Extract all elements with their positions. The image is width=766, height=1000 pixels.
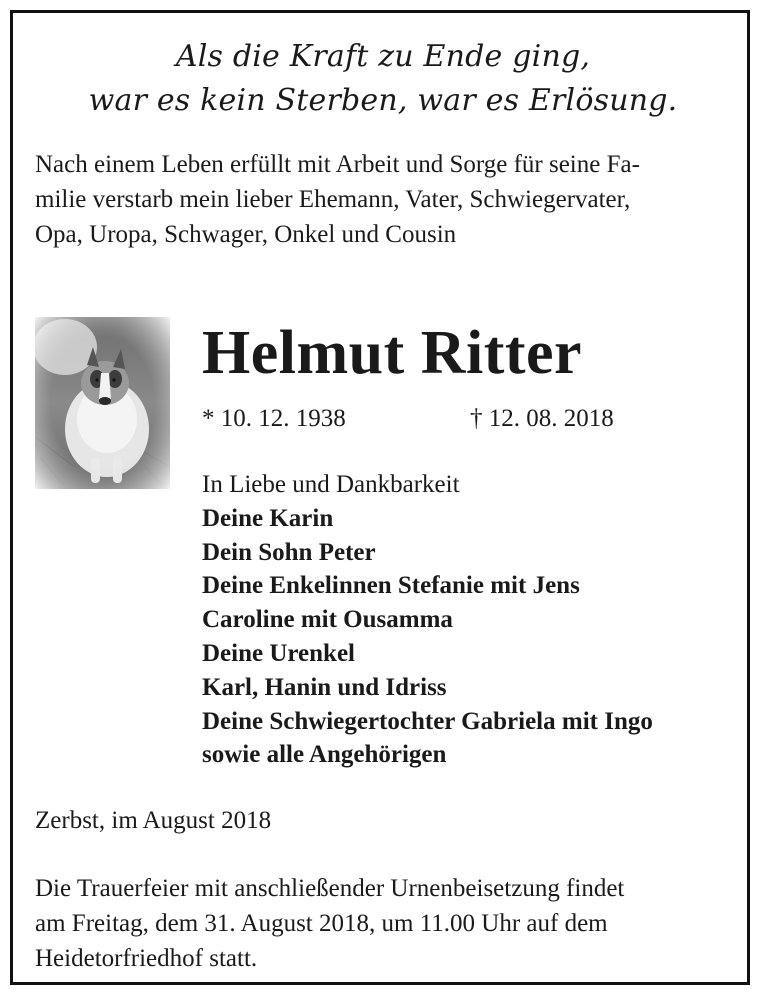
intro-line: Nach einem Leben erfüllt mit Arbeit und Sorge für seine Fa- <box>35 151 640 178</box>
mourners-list <box>202 468 653 772</box>
birth-date: * 10. 12. 1938 <box>202 405 346 432</box>
deceased-name: Helmut Ritter <box>202 319 583 387</box>
mourner-line: Deine Urenkel <box>202 639 355 667</box>
intro-line: milie verstarb mein lieber Ehemann, Vater, Schwiegervater, <box>35 186 631 213</box>
intro-text <box>35 147 735 252</box>
obituary-notice <box>10 10 750 985</box>
mourner-line: Deine Schwiegertochter Gabriela mit Ingo <box>202 707 653 735</box>
motto-quote <box>13 35 753 123</box>
mourner-line: Deine Karin <box>202 504 334 532</box>
mourner-line: Dein Sohn Peter <box>202 538 376 566</box>
death-date: † 12. 08. 2018 <box>470 405 614 432</box>
place-and-date: Zerbst, im August 2018 <box>35 807 272 834</box>
mourner-line: Caroline mit Ousamma <box>202 606 453 634</box>
funeral-line: Heidetorfriedhof statt. <box>35 945 258 972</box>
funeral-line: Die Trauerfeier mit anschließender Urnenbeisetzung findet <box>35 875 625 902</box>
mourner-line: Deine Enkelinnen Stefanie mit Jens <box>202 572 580 600</box>
motto-line-2: war es kein Sterben, war es Erlösung. <box>88 83 678 118</box>
funeral-line: am Freitag, dem 31. August 2018, um 11.00 Uhr auf dem <box>35 910 608 937</box>
mourners-lead: In Liebe und Dankbarkeit <box>202 471 460 498</box>
mourner-line: Karl, Hanin und Idriss <box>202 673 447 701</box>
mourner-line: sowie alle Angehörigen <box>202 741 447 769</box>
motto-line-1: Als die Kraft zu Ende ging, <box>175 39 591 74</box>
funeral-info <box>35 871 735 976</box>
intro-line: Opa, Uropa, Schwager, Onkel und Cousin <box>35 221 457 248</box>
collie-dog-photo <box>35 317 170 489</box>
